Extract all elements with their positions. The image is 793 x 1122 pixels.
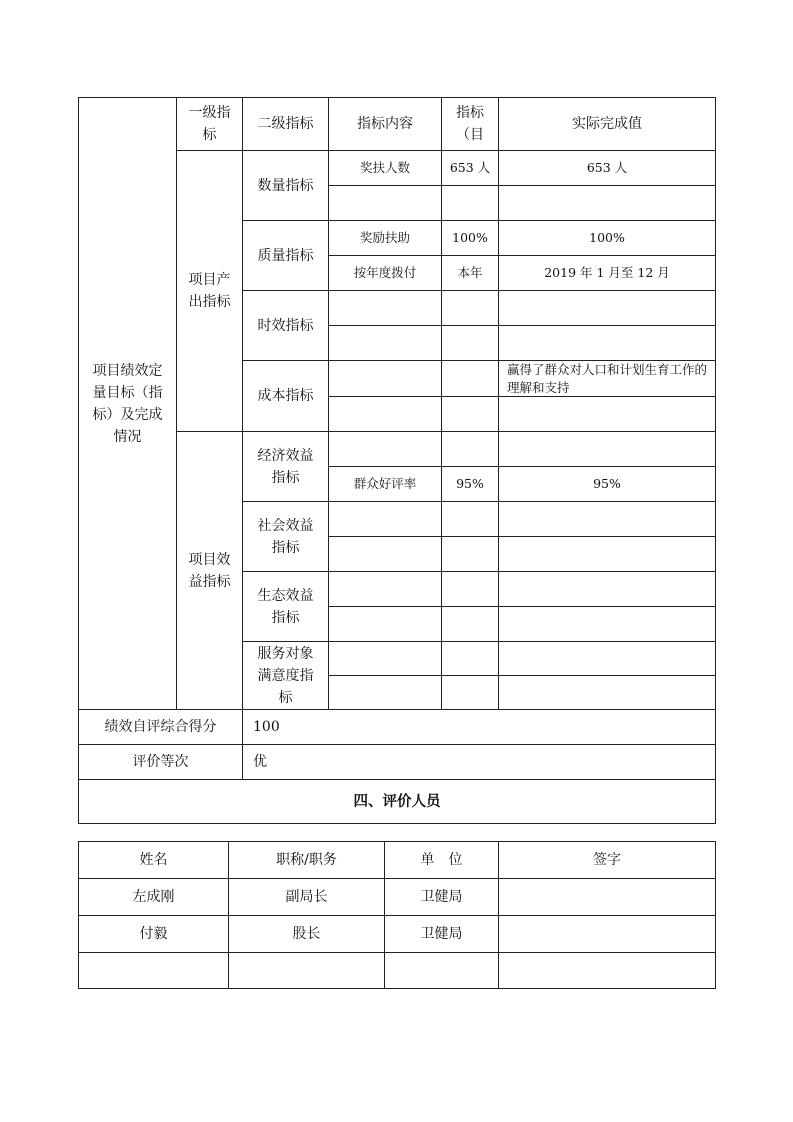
cell-content: 奖扶人数 [329, 151, 442, 186]
score-value: 100 [243, 710, 716, 745]
col-level2: 二级指标 [243, 98, 329, 151]
cell-actual: 100% [499, 221, 716, 256]
quantity-label: 数量指标 [243, 151, 329, 221]
evaluators-table [78, 841, 716, 989]
cell-target: 653 人 [442, 151, 499, 186]
table-row [79, 916, 716, 953]
cell-actual: 赢得了群众对人口和计划生育工作的理解和支持 [499, 361, 716, 397]
table-row [79, 953, 716, 989]
economic-label: 经济效益指标 [243, 432, 329, 502]
table-row [79, 879, 716, 916]
col-content: 指标内容 [329, 98, 442, 151]
quality-label: 质量指标 [243, 221, 329, 291]
section-label: 项目绩效定量目标（指标）及完成情况 [79, 98, 177, 710]
col-title: 职称/职务 [229, 842, 385, 879]
evaluators-title: 四、评价人员 [79, 780, 716, 824]
cell-target: 100% [442, 221, 499, 256]
cell-actual: 653 人 [499, 151, 716, 186]
cell-content: 奖励扶助 [329, 221, 442, 256]
cell-unit: 卫健局 [385, 916, 499, 953]
grade-value: 优 [243, 745, 716, 780]
output-label: 项目产出指标 [177, 151, 243, 432]
cell-name: 左成刚 [79, 879, 229, 916]
benefit-label: 项目效益指标 [177, 432, 243, 710]
cell-target: 95% [442, 467, 499, 502]
cell-target: 本年 [442, 256, 499, 291]
score-label: 绩效自评综合得分 [79, 710, 243, 745]
cell-signature [499, 916, 716, 953]
indicator-table [78, 97, 716, 824]
ecological-label: 生态效益指标 [243, 572, 329, 642]
cell-actual: 2019 年 1 月至 12 月 [499, 256, 716, 291]
col-level1: 一级指标 [177, 98, 243, 151]
cell-signature [499, 879, 716, 916]
cell-content: 按年度拨付 [329, 256, 442, 291]
col-target: 指标（目 [442, 98, 499, 151]
col-signature: 签字 [499, 842, 716, 879]
cost-label: 成本指标 [243, 361, 329, 432]
col-actual: 实际完成值 [499, 98, 716, 151]
satisfaction-label: 服务对象满意度指标 [243, 642, 329, 710]
social-label: 社会效益指标 [243, 502, 329, 572]
cell-title: 副局长 [229, 879, 385, 916]
cell-actual: 95% [499, 467, 716, 502]
col-unit: 单 位 [385, 842, 499, 879]
cell-title: 股长 [229, 916, 385, 953]
cell-name: 付毅 [79, 916, 229, 953]
cell-unit: 卫健局 [385, 879, 499, 916]
grade-label: 评价等次 [79, 745, 243, 780]
timeliness-label: 时效指标 [243, 291, 329, 361]
col-name: 姓名 [79, 842, 229, 879]
cell-content: 群众好评率 [329, 467, 442, 502]
